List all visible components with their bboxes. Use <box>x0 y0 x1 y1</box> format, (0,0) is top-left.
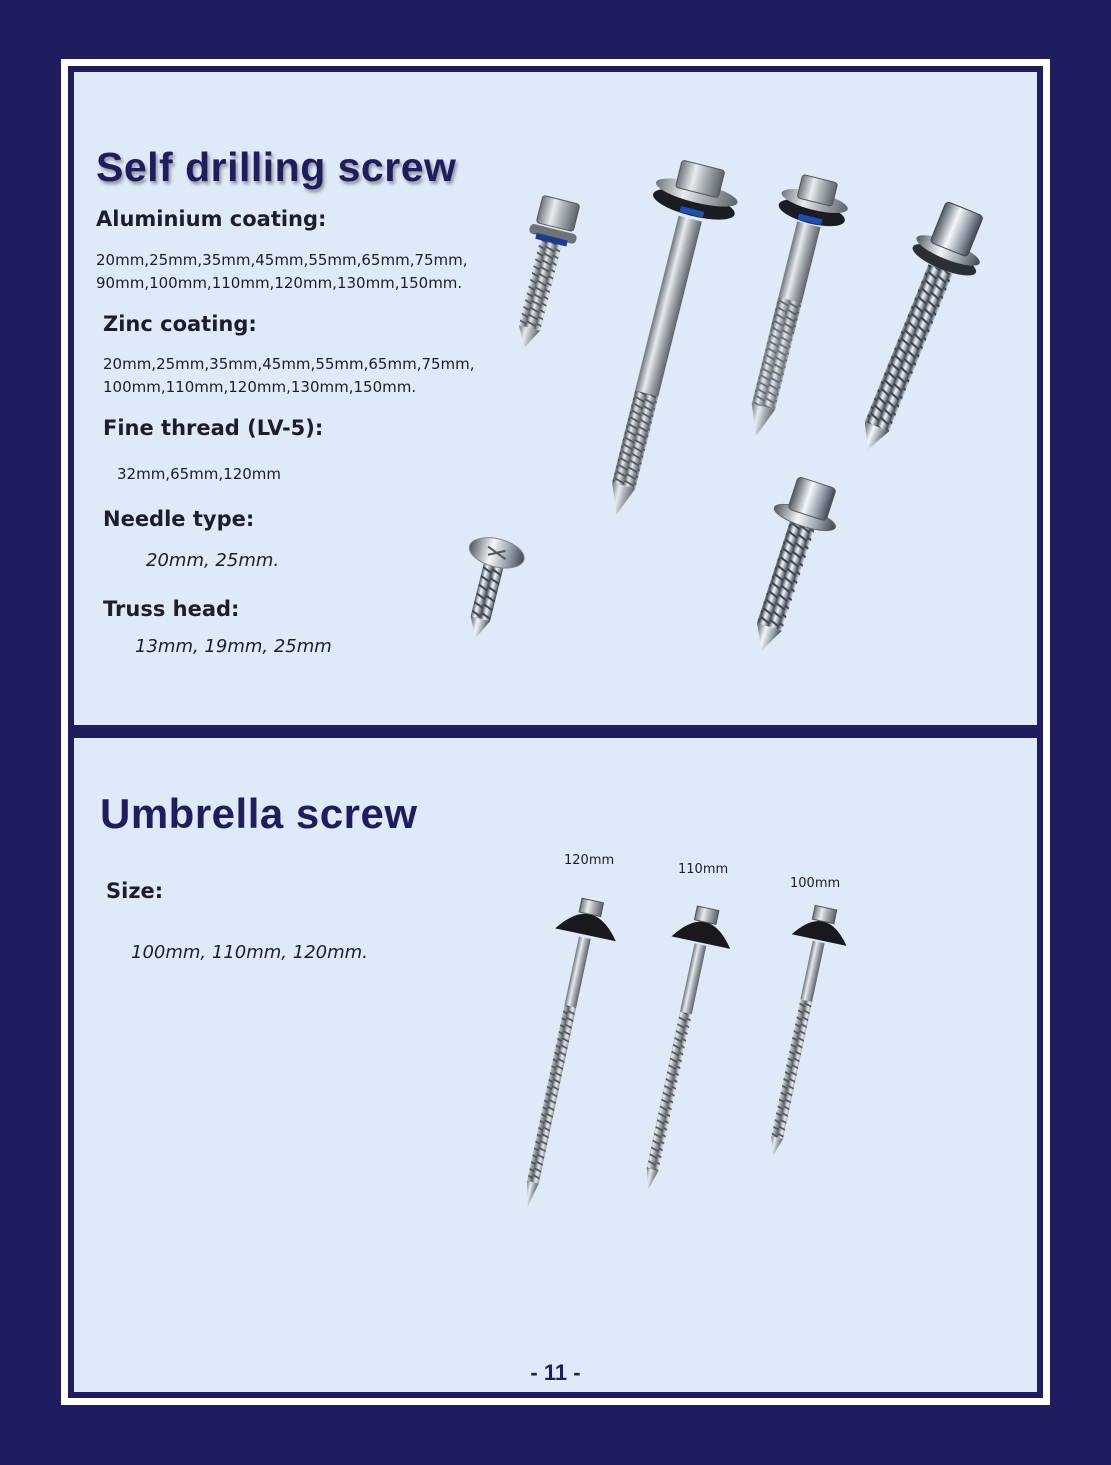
zinc-sizes-line2: 100mm,110mm,120mm,130mm,150mm. <box>103 378 417 396</box>
zinc-sizes-line1: 20mm,25mm,35mm,45mm,55mm,65mm,75mm, <box>103 355 475 373</box>
fine-thread-label: Fine thread (LV-5): <box>103 416 324 440</box>
umbrella-screw-100 <box>746 902 853 1161</box>
truss-head-label: Truss head: <box>103 597 240 621</box>
self-drilling-title: Self drilling screw <box>96 144 457 190</box>
screw-zinc <box>836 196 996 463</box>
screw-truss-head <box>448 532 527 645</box>
screw-hex-long <box>576 155 745 525</box>
umbrella-tag-110: 110mm <box>678 862 729 877</box>
needle-type-label: Needle type: <box>103 507 255 531</box>
page-number: - 11 - <box>530 1360 581 1385</box>
umbrella-tag-100: 100mm <box>790 876 841 891</box>
aluminium-coating-label: Aluminium coating: <box>96 207 327 231</box>
screw-needle-type <box>731 472 847 660</box>
umbrella-tag-120: 120mm <box>564 853 615 868</box>
umbrella-screw-120 <box>497 894 623 1213</box>
umbrella-title: Umbrella screw <box>100 790 418 837</box>
fine-thread-sizes: 32mm,65mm,120mm <box>117 465 282 483</box>
aluminium-sizes-line1: 20mm,25mm,35mm,45mm,55mm,65mm,75mm, <box>96 251 468 269</box>
screw-hex-medium <box>723 170 853 444</box>
truss-head-sizes: 13mm, 19mm, 25mm <box>135 636 332 657</box>
aluminium-sizes-line2: 90mm,100mm,110mm,120mm,130mm,150mm. <box>96 274 463 292</box>
zinc-coating-label: Zinc coating: <box>103 312 257 336</box>
umbrella-size-label: Size: <box>106 879 164 903</box>
umbrella-sizes: 100mm, 110mm, 120mm. <box>131 942 368 963</box>
screw-hex-small <box>501 194 584 353</box>
umbrella-screw-110 <box>619 902 737 1195</box>
needle-type-sizes: 20mm, 25mm. <box>146 550 280 571</box>
